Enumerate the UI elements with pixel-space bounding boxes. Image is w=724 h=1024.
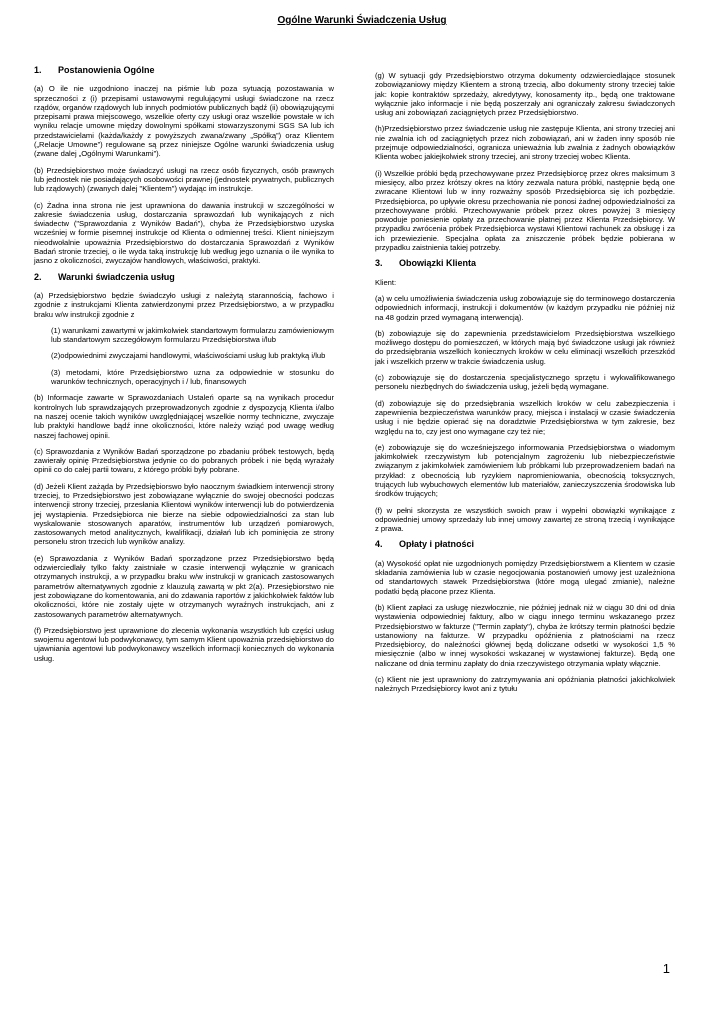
paragraph-2d: (d) Jeżeli Klient zażąda by Przedsiębiorswo było naocznym świadkiem interwencji strony trzeciej, to Przedsiębiorstwo jest zobowiązane wyłącznie do swojej obecności podczas interwencji strony trzeciej, przesłania Klientowi wyników interwencji lub do potwierdzenia jej wystąpienia. Przedsiębiorca nie bierze na siebie odpowiedzialności za stan lub wyskalowanie stosowanych aparatów, instrumentów lub urządzeń pomiarowych, zastosowanych metod analitycznych, kwalifikacji, działań lub ich pominięcia ze strony personelu stron trzecich lub wyników analizy. bbox=[34, 481, 334, 547]
section-number: 2. bbox=[34, 271, 42, 282]
paragraph-1c: (c) Żadna inna strona nie jest uprawniona do dawania instrukcji w szczególności w zakresie świadczenia usług, dostarczania sprawozdań lub wynikających z nich świadectw ("Sprawozdania z Wyników Badań"), chyba że Przedsiębiorstwo uzyska wcześniej w formie pisemnej instrukcje od Klienta o odmiennej treści. Klient niniejszym nieodwołalnie upoważnia Przedsiębiorstwo do dostarczania Sprawozdań z Wyników Badań stronie trzeciej, o ile wyda taką instrukcję lub według jego uznania o ile wynika to jasno z okoliczności, zwyczajów handlowych, właściwości, praktyki. bbox=[34, 200, 334, 266]
paragraph-2i: (i) Wszelkie próbki będą przechowywane przez Przedsiębiorcę przez okres maksimum 3 miesięcy, albo przez krótszy okres na który zezwala natura próbki, następnie będą one zwracane Klientowi lub w inny rozważny sposób Przedsiębiorca się ich pozbędzie. Przedsiębiorca, po upływie okresu przechowania nie ponosi żadnej odpowiedzialności za przechowywane próbki. Przechowywanie próbek przez okres powyżej 3 miesięcy powoduje poniesienie opłaty za przechowanie płatnej przez Klienta Przedsiębiorcy. W przypadku zwrócenia próbek Przedsiębiorca wystawi Klientowi rachunek za obsługę i za ich przewiezienie. Specjalna opłata za zniszczenie próbek będzie pobierana w przypadku zaistnienia takiej potrzeby. bbox=[375, 168, 675, 253]
paragraph-1b: (b) Przedsiębiorstwo może świadczyć usługi na rzecz osób fizycznych, osób prawnych lub jednostek nie posiadających osobowości prawnej (jednostek prywatnych, publicznych lub rządowych) (zwanych dalej "Klientem") wydając im instrukcje. bbox=[34, 165, 334, 194]
section-number: 3. bbox=[375, 258, 383, 269]
paragraph-3a: (a) w celu umożliwienia świadczenia usług zobowiązuje się do terminowego dostarczenia odpowiednich informacji, instrukcji i dokumentów (w każdym przypadku nie później niż na 48 godzin przed wymaganą interwencją). bbox=[375, 293, 675, 322]
section-heading-3 bbox=[375, 259, 675, 268]
paragraph-2a-2: (2)odpowiednimi zwyczajami handlowymi, właściwościami usług lub praktyką i/lub bbox=[51, 351, 326, 361]
section-title: Obowiązki Klienta bbox=[399, 258, 477, 269]
paragraph-3-intro: Klient: bbox=[375, 277, 397, 287]
paragraph-3e: (e) zobowiązuje się do wcześniejszego informowania Przedsiębiorstwa o wiadomym jakimkolwiek rzeczywistym lub potencjalnym zagrożeniu lub niebezpieczeństwie związanym z jakimkolwiek zamówieniem lub próbkami lub przeprowadzeniem badań na przykład: z obecnością lub ryzykiem napromieniowania, obecnością toksycznych, trujących lub wybuchowych elementów lub materiałów, zanieczyszczenia środowiska lub środków trujących; bbox=[375, 442, 675, 499]
section-number: 4. bbox=[375, 539, 383, 550]
paragraph-2b: (b) Informacje zawarte w Sprawozdaniach Ustaleń oparte są na wynikach procedur kontrolnych lub sprawdzających przeprowadzonych zgodnie z dyspozycją Klienta i/albo na naszej ocenie takich wyników uwzględniającej wszelkie normy techniczne, zwyczaje lub praktyki handlowe bądź inne okoliczności, które należy wziąć pod uwagę według naszej fachowej opinii. bbox=[34, 393, 334, 440]
paragraph-2a-1: (1) warunkami zawartymi w jakimkolwiek standartowym formularzu zamówieniowym lub standartowym szczegółowym formularzu Przedsiębiorstwa i/lub bbox=[51, 325, 334, 345]
section-title: Opłaty i płatności bbox=[399, 539, 475, 550]
paragraph-3d: (d) zobowiązuje się do przedsiębrania wszelkich kroków w celu zabezpieczenia i zapewnienia bezpieczeństwa warunków pracy, miejsca i instalacji w czasie świadczenia usług i nie będzie opierać się na doradztwie Przedsiębiorstwa w tym zakresie, bez względu na to, czy jest ono wymagane czy też nie; bbox=[375, 398, 675, 436]
section-title: Postanowienia Ogólne bbox=[58, 65, 155, 75]
document-title: Ogólne Warunki Świadczenia Usług bbox=[277, 15, 447, 26]
section-title: Warunki świadczenia usług bbox=[58, 271, 175, 282]
paragraph-1a: (a) O ile nie uzgodniono inaczej na piśmie lub poza sytuacją pozostawania w sprzeczności z (i) przepisami ustawowymi regulującymi usługi świadczone na rzecz rządów, organów rządowych lub innych podmiotów publicznych bądź (ii) obowiązującymi przepisami prawa miejscowego, wszelkie oferty czy usługi oraz wszelkie powstałe w ich wyniku relacje umowne między dowolnymi spółkami stowarzyszonymi SGS SA lub ich przedstawicielami (każda/każdy z powyższych zwana/zwany „Spółką”) oraz Klientem („Relacje Umowne”) regulowane są przez niniejsze Ogólne warunki świadczenia usług (zwane dalej „Ogólnymi Warunkami”). bbox=[34, 84, 334, 159]
paragraph-3c: (c) zobowiązuje się do dostarczenia specjalistycznego sprzętu i wykwalifikowanego personelu niezbędnych do świadczenia usług, jeżeli będą wymagane. bbox=[375, 373, 675, 392]
paragraph-2a: (a) Przedsiębiorstwo będzie świadczyło usługi z należytą starannością, fachowo i zgodnie z instrukcjami Klienta zatwierdzonymi przez Przedsiębiorstwo, a w przypadku braku w/w instrukcji zgodnie z bbox=[34, 290, 334, 319]
section-heading-2 bbox=[34, 273, 334, 282]
paragraph-3f: (f) w pełni skorzysta ze wszystkich swoich praw i wypełni obowiązki wynikające z odpowiedniej umowy sprzedaży lub innej umowy zawartej ze stroną trzecią i wynikające z prawa. bbox=[375, 505, 675, 534]
paragraph-3b: (b) zobowiązuje się do zapewnienia przedstawicielom Przedsiębiorstwa wszelkiego możliwego dostępu do pomieszczeń, w których mają być świadczone usługi jak również do przedsiębrania wszelkich koniecznych kroków w celu eliminacji wszelkich przeszkód jak i wszelkich przerw w trakcie świadczenia usług. bbox=[375, 328, 675, 366]
paragraph-4c: (c) Klient nie jest uprawniony do zatrzymywania ani opóźniania płatności jakichkolwiek należnych Przedsiębiorcy kwot ani z tytułu bbox=[375, 675, 675, 694]
paragraph-2e: (e) Sprawozdania z Wyników Badań sporządzone przez Przedsiębiorstwo będą odzwierciedlały tylko fakty zaistniałe w czasie interwencji wyłącznie w granicach otrzymanych instrukcji, a w przypadku braku w/w instrukcji w granicach zastosowanych parametrów alternatywnych zgodnie z klauzulą zawartą w pkt 2(a). Przesiębiorstwo nie jest zobowiązane do komentowania, ani do zdawania raportów z jakichkolwiek faktów lub okoliczności, które nie zostały ujęte w otrzymanych wyraźnych instrukcjach, ani z zastosowanych parametrów alternatywnych. bbox=[34, 553, 334, 619]
paragraph-4a: (a) Wysokość opłat nie uzgodnionych pomiędzy Przedsiębiorstwem a Klientem w czasie składania zamówienia lub w czasie negocjowania postanowień umowy jest uzależniona od standartowych stawek Przedsiębiorstwa (które mogą ulegać zmianie), należne podatki będą płacone przez Klienta. bbox=[375, 558, 675, 596]
paragraph-2a-3: (3) metodami, które Przedsiębiorstwo uzna za odpowiednie w stosunku do warunków technicznych, operacyjnych i / lub, finansowych bbox=[51, 367, 334, 387]
right-column bbox=[375, 71, 675, 701]
paragraph-2h: (h)Przedsiębiorstwo przez świadczenie usług nie zastępuje Klienta, ani strony trzeciej ani nie zwalnia ich od zaciągniętych przez nich zobowiązań, ani w żaden inny sposób nie przejmuje odpowiedzialności, ogranicza unieważnia lub zwalnia z żadnych obowiązków Klienta wobec jakiejkolwiek strony trzeciej, ani strony trzeciej wobec Klienta. bbox=[375, 124, 675, 162]
paragraph-2f: (f) Przedsiębiorstwo jest uprawnione do zlecenia wykonania wszystkich lub części usług swojemu agentowi lub podwykonawcy, tym samym Klient upoważnia przedsiębiorstwo do ujawniania agentowi lub podwykonawcy wszelkich informacji koniecznych do wykonania usług. bbox=[34, 625, 334, 663]
paragraph-4b: (b) Klient zapłaci za usługę niezwłocznie, nie później jednak niż w ciągu 30 dni od dnia wystawienia odpowiedniej faktury, albo w ciągu innego terminu wskazanego przez Przedsiębiorstwo w fakturze ("Termin zapłaty"), chyba że krótszy termin płatności będzie ustanowiony na fakturze. W przypadku opóźnienia z płatnościami na rzecz Przedsiębiorcy, do należności głównej będą doliczane odsetki w wysokości 1,5 % miesięcznie (albo w innej wysokości wskazanej w wystawionej fakturze). Będą one naliczane od dnia terminu zapłaty do dnia rzeczywistego otrzymania wpłaty włącznie. bbox=[375, 602, 675, 668]
section-heading-1 bbox=[34, 66, 334, 75]
left-column bbox=[34, 62, 334, 670]
page-number: 1 bbox=[662, 961, 670, 976]
section-number: 1. bbox=[34, 65, 42, 75]
section-heading-4 bbox=[375, 540, 675, 549]
paragraph-2g: (g) W sytuacji gdy Przedsiębiorstwo otrzyma dokumenty odzwierciedlające stosunek zobowiązaniowy między Klientem a stroną trzecią, albo dokumenty strony trzeciej takie jak: kopie kontraktów sprzedaży, akredytywy, konosamenty itp., będą one traktowane wyłącznie jako informacje i nie będą poszerzały ani ograniczały zakresu świadczonych usług ani zobowiązań zaciągniętych przez Przedsiębiorstwo. bbox=[375, 71, 675, 118]
paragraph-2c: (c) Sprawozdania z Wyników Badań sporządzone po zbadaniu próbek testowych, będą zawierały opinię Przedsiębiorstwa jedynie co do pobranych próbek i nie będą wyrażały opinii co do całej partii towaru, z którego próbki były pobrane. bbox=[34, 446, 334, 475]
